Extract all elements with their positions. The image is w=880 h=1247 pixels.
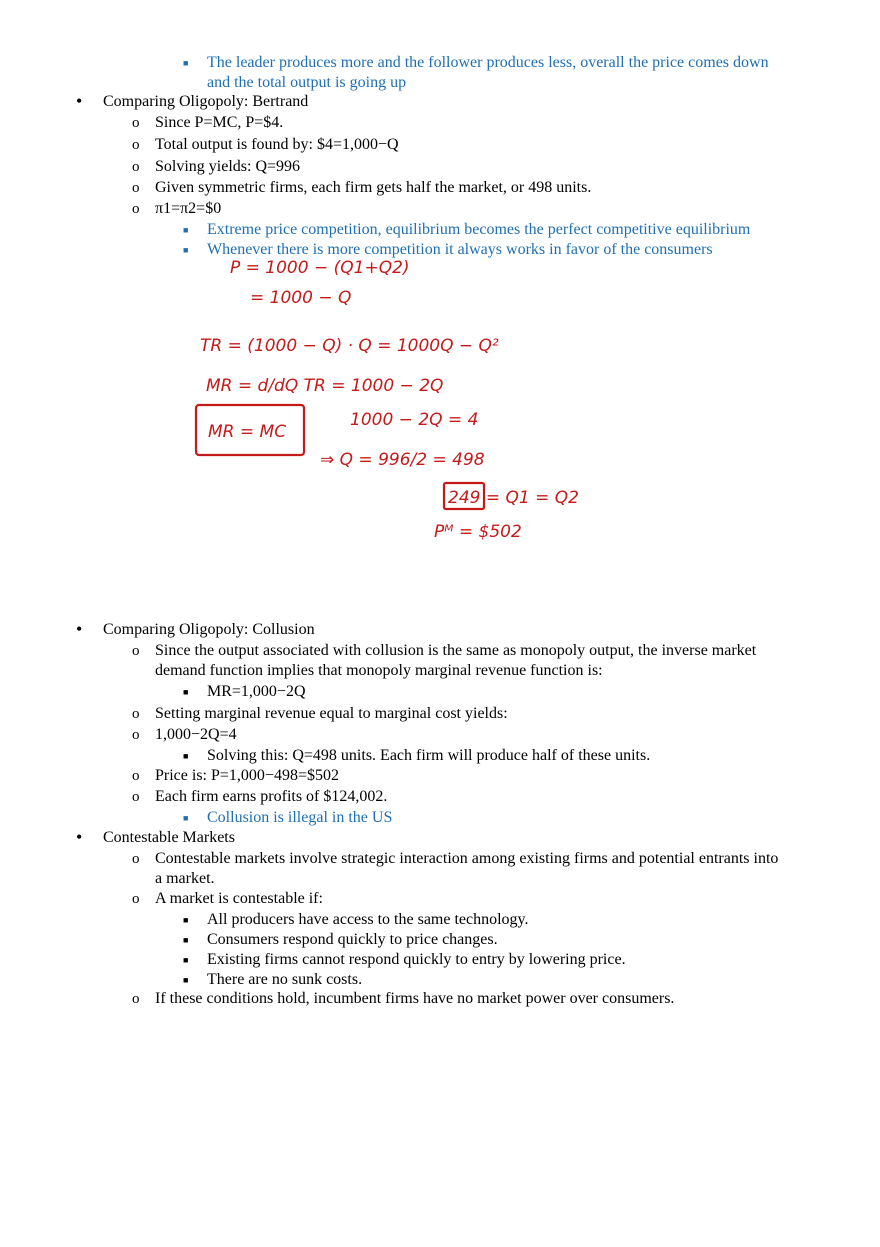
- disc-bullet-icon: •: [76, 91, 83, 111]
- list-item-continuation: demand function implies that monopoly marginal revenue function is:: [155, 662, 603, 679]
- square-bullet-icon: ■: [183, 687, 189, 697]
- circle-bullet-icon: o: [132, 180, 140, 196]
- circle-bullet-icon: o: [132, 137, 140, 153]
- note-line: Whenever there is more competition it always works in favor of the consumers: [207, 241, 713, 258]
- list-item: There are no sunk costs.: [207, 971, 363, 988]
- circle-bullet-icon: o: [132, 201, 140, 217]
- list-item: π1=π2=$0: [155, 200, 222, 217]
- handwritten-line: ⇒ Q = 996/2 = 498: [320, 450, 485, 470]
- handwritten-line: Pᴹ = $502: [434, 522, 522, 542]
- handwritten-line: = 1000 − Q: [250, 288, 352, 308]
- note-line: Extreme price competition, equilibrium becomes the perfect competitive equilibrium: [207, 221, 751, 238]
- square-bullet-icon: ■: [183, 935, 189, 945]
- list-item: Consumers respond quickly to price changes.: [207, 931, 498, 948]
- section-title-bertrand: Comparing Oligopoly: Bertrand: [103, 93, 309, 110]
- list-item-continuation: a market.: [155, 870, 215, 887]
- list-item: MR=1,000−2Q: [207, 683, 306, 700]
- list-item: Since the output associated with collusion is the same as monopoly output, the inverse market: [155, 642, 757, 659]
- note-line: and the total output is going up: [207, 74, 407, 91]
- square-bullet-icon: ■: [183, 813, 189, 823]
- handwritten-line: 249 = Q1 = Q2: [448, 488, 579, 508]
- square-bullet-icon: ■: [183, 955, 189, 965]
- handwritten-line: P = 1000 − (Q1+Q2): [230, 258, 410, 278]
- circle-bullet-icon: o: [132, 159, 140, 175]
- circle-bullet-icon: o: [132, 706, 140, 722]
- disc-bullet-icon: •: [76, 827, 83, 847]
- circle-bullet-icon: o: [132, 991, 140, 1007]
- section-title-contestable: Contestable Markets: [103, 829, 235, 846]
- disc-bullet-icon: •: [76, 619, 83, 639]
- square-bullet-icon: ■: [183, 225, 189, 235]
- list-item: If these conditions hold, incumbent firms have no market power over consumers.: [155, 990, 675, 1007]
- handwritten-line: MR = d/dQ TR = 1000 − 2Q: [206, 376, 444, 396]
- handwritten-line: TR = (1000 − Q) · Q = 1000Q − Q²: [200, 336, 499, 356]
- list-item: All producers have access to the same technology.: [207, 911, 529, 928]
- list-item: Given symmetric firms, each firm gets half the market, or 498 units.: [155, 179, 592, 196]
- list-item: A market is contestable if:: [155, 890, 323, 907]
- list-item: Total output is found by: $4=1,000−Q: [155, 136, 399, 153]
- circle-bullet-icon: o: [132, 727, 140, 743]
- list-item: Setting marginal revenue equal to marginal cost yields:: [155, 705, 508, 722]
- circle-bullet-icon: o: [132, 643, 140, 659]
- note-line: The leader produces more and the follower produces less, overall the price comes down: [207, 54, 769, 71]
- section-title-collusion: Comparing Oligopoly: Collusion: [103, 621, 315, 638]
- list-item: Contestable markets involve strategic interaction among existing firms and potential entrants into: [155, 850, 779, 867]
- handwritten-derivation: [190, 245, 610, 565]
- handwritten-line: 1000 − 2Q = 4: [350, 410, 479, 430]
- circle-bullet-icon: o: [132, 115, 140, 131]
- square-bullet-icon: ■: [183, 245, 189, 255]
- list-item: Solving this: Q=498 units. Each firm will produce half of these units.: [207, 747, 651, 764]
- note-line: Collusion is illegal in the US: [207, 809, 393, 826]
- list-item: Solving yields: Q=996: [155, 158, 301, 175]
- circle-bullet-icon: o: [132, 891, 140, 907]
- square-bullet-icon: ■: [183, 751, 189, 761]
- list-item: Each firm earns profits of $124,002.: [155, 788, 388, 805]
- list-item: Price is: P=1,000−498=$502: [155, 767, 339, 784]
- circle-bullet-icon: o: [132, 789, 140, 805]
- list-item: 1,000−2Q=4: [155, 726, 237, 743]
- handwritten-line: MR = MC: [208, 422, 287, 442]
- square-bullet-icon: ■: [183, 975, 189, 985]
- list-item: Existing firms cannot respond quickly to entry by lowering price.: [207, 951, 626, 968]
- list-item: Since P=MC, P=$4.: [155, 114, 284, 131]
- square-bullet-icon: ■: [183, 58, 189, 68]
- circle-bullet-icon: o: [132, 768, 140, 784]
- square-bullet-icon: ■: [183, 915, 189, 925]
- circle-bullet-icon: o: [132, 851, 140, 867]
